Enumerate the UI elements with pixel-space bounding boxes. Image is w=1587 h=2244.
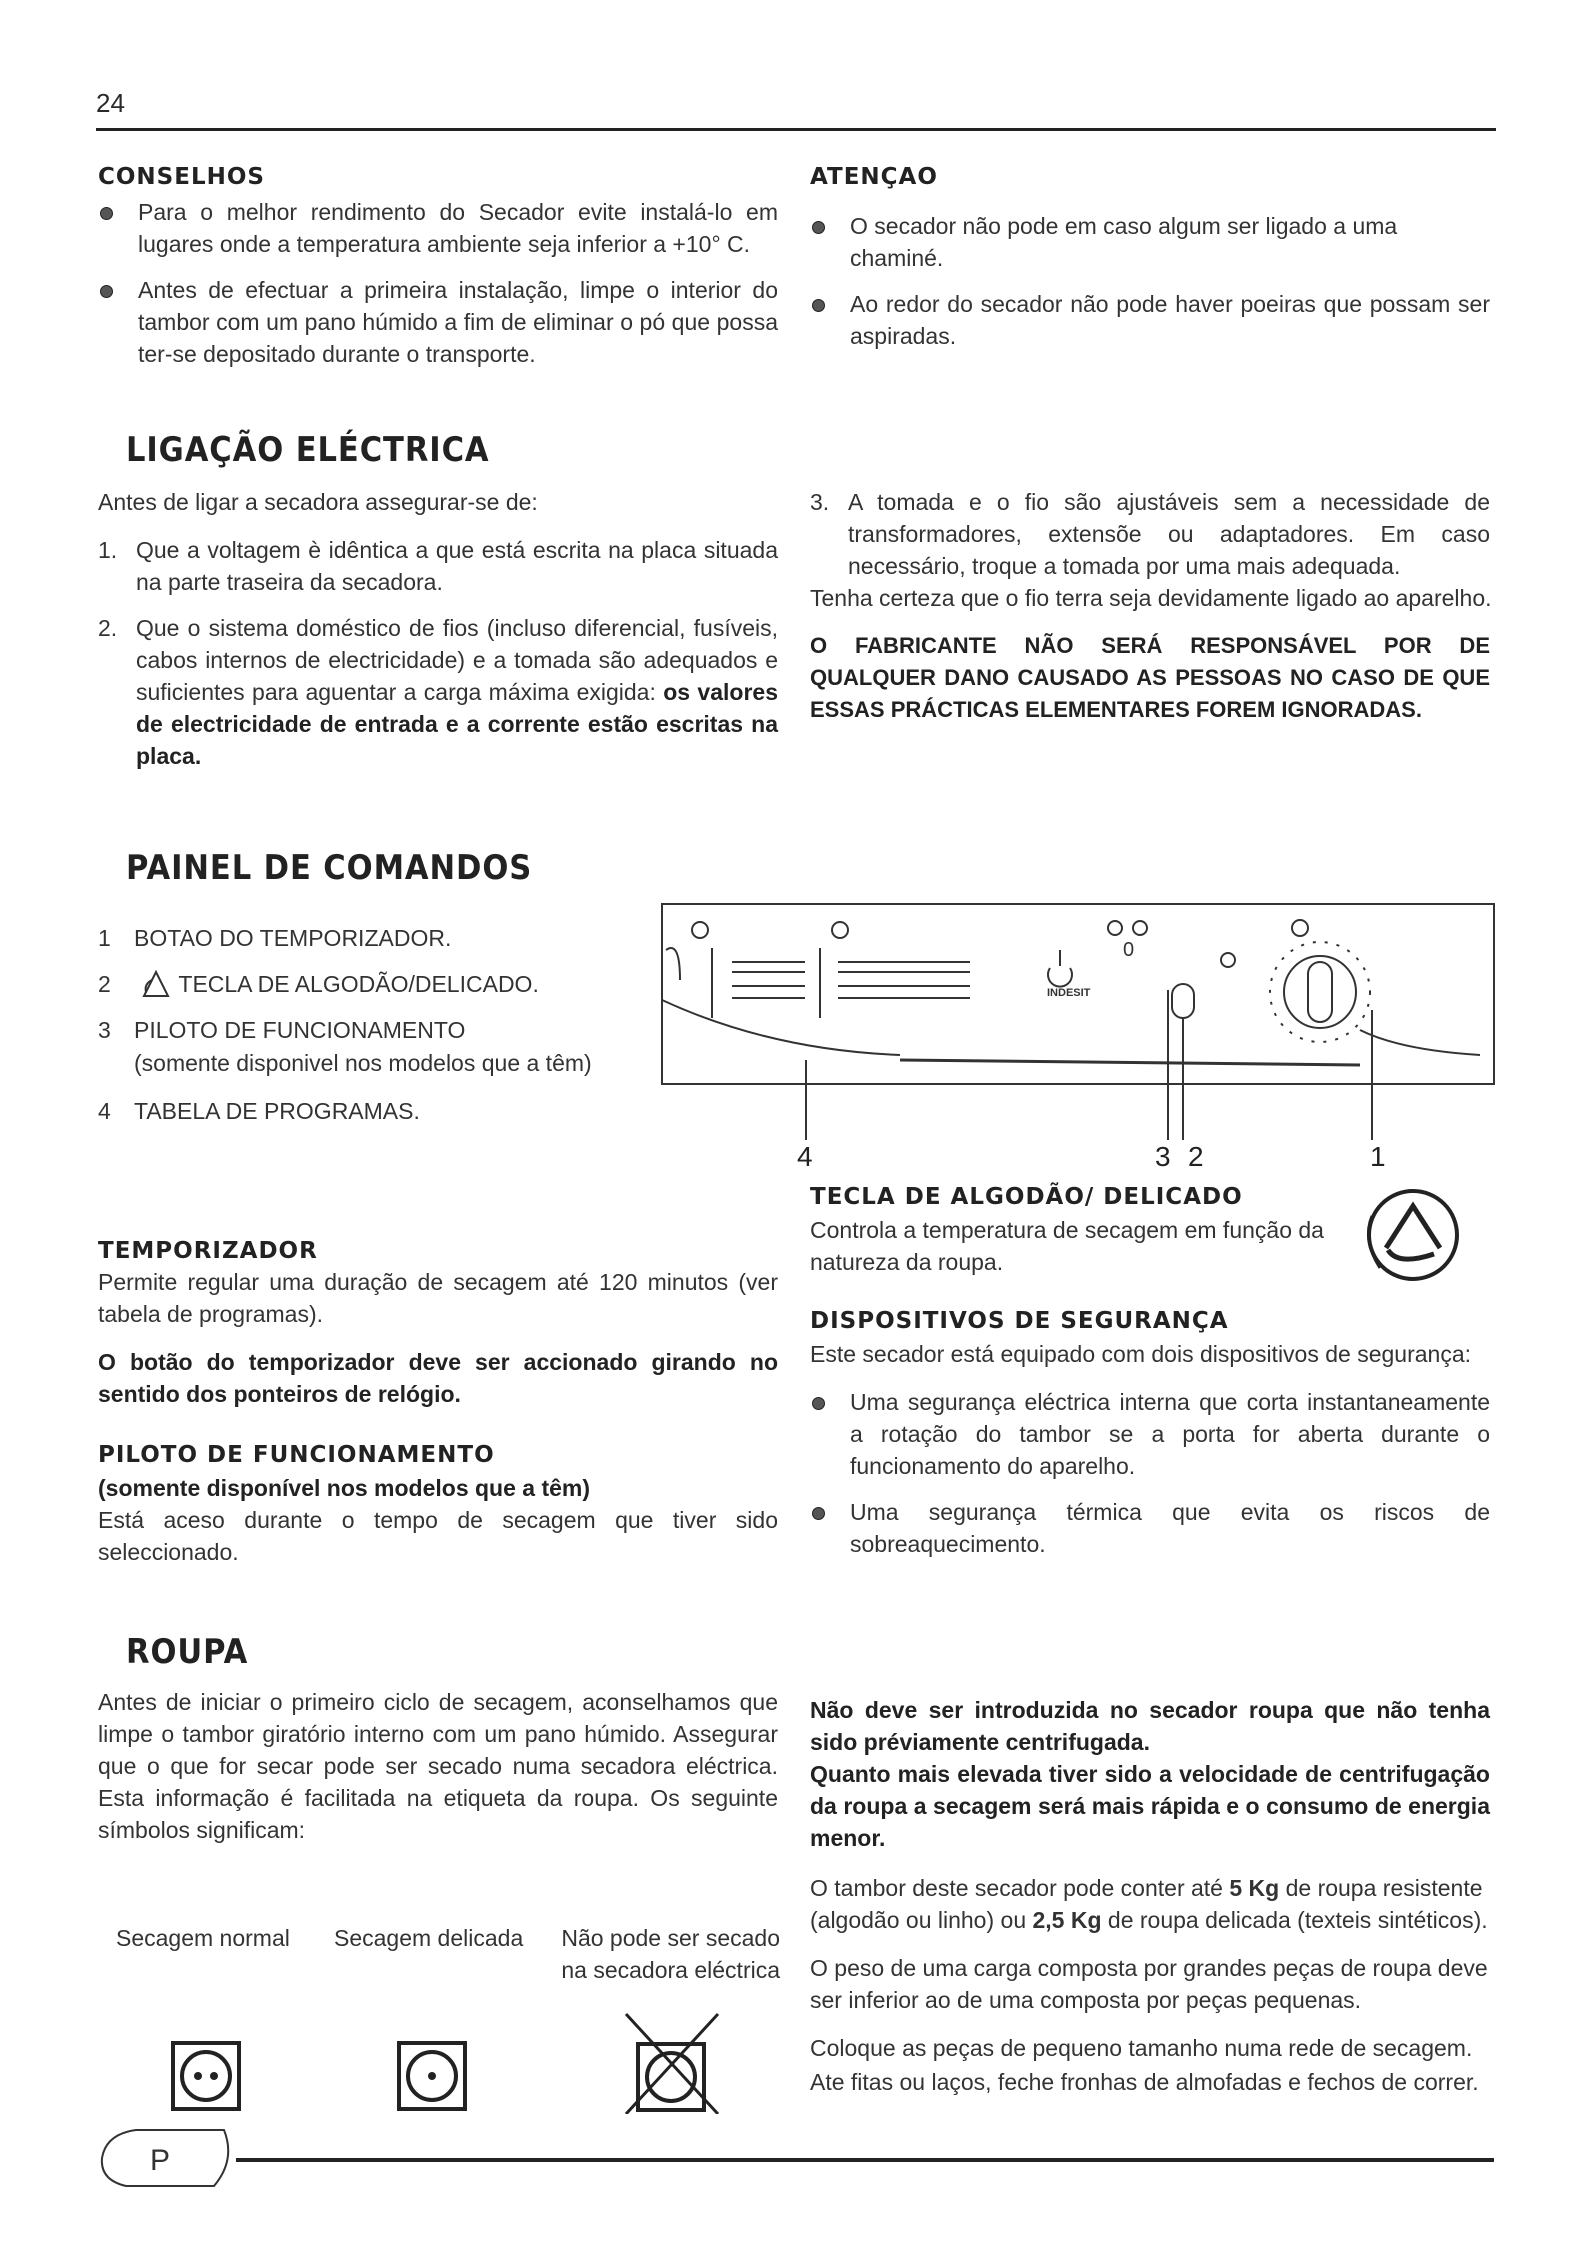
temporizador-title: TEMPORIZADOR <box>98 1238 318 1264</box>
callout-4: 4 <box>797 1141 813 1170</box>
item-number: 3. <box>810 489 830 515</box>
item-number: 4 <box>98 1098 111 1124</box>
ligacao-item-1 <box>98 534 778 598</box>
capacity-text: de roupa delicada (texteis sintéticos). <box>1101 1907 1488 1933</box>
page-number: 24 <box>96 88 125 118</box>
pilot-light <box>1172 984 1194 1018</box>
ligacao-item-2 <box>98 612 778 772</box>
roupa-bold-1: Não deve ser introduzida no secador roupa que não tenha sido préviamente centrifugada. <box>810 1697 1490 1755</box>
program-marker-icon <box>1292 920 1308 936</box>
item-label: TABELA DE PROGRAMAS. <box>134 1098 420 1124</box>
item-text: Que o sistema doméstico de fios (incluso diferencial, fusíveis, cabos internos de electricidade) e a tomada são adequados e suficientes para aguentar a carga máxima exigida: <box>136 615 778 705</box>
panel-front-curve <box>662 1000 900 1055</box>
timer-knob-grip <box>1308 962 1332 1022</box>
dispositivos-item: Uma segurança térmica que evita os riscos de sobreaquecimento. <box>810 1496 1490 1560</box>
ligacao-list <box>98 534 778 786</box>
delicate-key-icon <box>140 968 172 998</box>
painel-item <box>98 922 658 968</box>
dispositivos-intro: Este secador está equipado com dois dispositivos de segurança: <box>810 1341 1472 1367</box>
brand-label: INDESIT <box>1047 987 1091 999</box>
ligacao-list-2 <box>810 486 1490 582</box>
item-number: 1 <box>98 925 111 951</box>
item-label: (somente disponivel nos modelos que a têm) <box>134 1050 592 1076</box>
item-number: 2. <box>98 615 118 641</box>
tumble-dry-delicate-icon <box>396 2040 468 2112</box>
piloto-text: Está aceso durante o tempo de secagem que tiver sido seleccionado. <box>98 1507 778 1565</box>
capacity-cotton: 5 Kg <box>1229 1875 1280 1901</box>
item-number: 3 <box>98 1017 111 1043</box>
delicate-symbol-icon <box>1221 953 1235 967</box>
indesit-logo-icon <box>1048 968 1072 987</box>
item-text-bold: os valores de electricidade de entrada e a corrente estão escritas na placa. <box>136 679 778 769</box>
piloto-subtitle: (somente disponível nos modelos que a têm) <box>98 1475 591 1501</box>
language-letter: P <box>150 2144 171 2177</box>
painel-title: PAINEL DE COMANDOS <box>126 848 533 888</box>
roupa-bold-2: Quanto mais elevada tiver sido a velocidade de centrifugação da roupa a secagem será mais rápida e o consumo de energia menor. <box>810 1761 1490 1851</box>
conselhos-item: Para o melhor rendimento do Secador evite instalá-lo em lugares onde a temperatura ambiente seja inferior a +10° C. <box>98 196 778 260</box>
language-marker <box>96 2120 246 2200</box>
ligacao-warning: O FABRICANTE NÃO SERÁ RESPONSÁVEL POR DE QUALQUER DANO CAUSADO AS PESSOAS NO CASO DE QUE ESSAS PRÁCTICAS ELEMENTARES FOREM IGNORADAS. <box>810 633 1490 722</box>
program-marker-icon <box>1133 921 1147 935</box>
item-number: 2 <box>98 971 111 997</box>
callout-2: 2 <box>1188 1141 1204 1170</box>
atencao-list <box>810 210 1490 366</box>
do-not-tumble-dry-icon <box>620 2010 720 2114</box>
dispositivos-title: DISPOSITIVOS DE SEGURANÇA <box>810 1308 1229 1334</box>
dispositivos-list <box>810 1386 1490 1574</box>
item-label: PILOTO DE FUNCIONAMENTO <box>134 1017 466 1043</box>
power-symbol-icon <box>1108 921 1122 935</box>
capacity-delicate: 2,5 Kg <box>1032 1907 1102 1933</box>
dispositivos-item: Uma segurança eléctrica interna que corta instantaneamente a rotação do tambor se a porta for aberta durante o funcionamento do aparelho. <box>810 1386 1490 1482</box>
panel-front-curve-right <box>1360 1030 1480 1055</box>
item-label: TECLA DE ALGODÃO/DELICADO. <box>178 971 539 997</box>
roupa-fasten: Ate fitas ou laços, feche fronhas de almofadas e fechos de correr. <box>810 2069 1479 2095</box>
header-rule <box>96 128 1496 131</box>
roupa-net: Coloque as peças de pequeno tamanho numa rede de secagem. <box>810 2035 1473 2061</box>
tumble-dry-normal-icon <box>170 2040 242 2112</box>
conselhos-list <box>98 196 778 384</box>
item-text: A tomada e o fio são ajustáveis sem a necessidade de transformadores, extensõe ou adaptadores. Em caso necessário, troque a tomada por uma mais adequada. <box>848 489 1490 579</box>
ligacao-title: LIGAÇÃO ELÉCTRICA <box>126 430 490 470</box>
timer-knob[interactable] <box>1284 956 1356 1028</box>
temporizador-bold: O botão do temporizador deve ser accionado girando no sentido dos ponteiros de relógio. <box>98 1349 778 1407</box>
callout-3: 3 <box>1155 1141 1171 1170</box>
ligacao-earth: Tenha certeza que o fio terra seja devidamente ligado ao aparelho. <box>810 585 1492 611</box>
painel-list <box>98 922 658 1128</box>
painel-item <box>98 1047 658 1095</box>
conselhos-item: Antes de efectuar a primeira instalação, limpe o interior do tambor com um pano húmido a fim de eliminar o pó que possa ter-se depositado durante o transporte. <box>98 274 778 370</box>
piloto-title: PILOTO DE FUNCIONAMENTO <box>98 1442 495 1468</box>
tecla-title: TECLA DE ALGODÃO/ DELICADO <box>810 1184 1243 1210</box>
capacity-text: de roupa resistente (algodão ou linho) ou <box>810 1875 1483 1933</box>
painel-item <box>98 1014 658 1047</box>
program-marker-icon <box>692 922 708 938</box>
item-text: Que a voltagem è idêntica a que está escrita na placa situada na parte traseira da secadora. <box>136 537 778 595</box>
symbol-caption-normal: Secagem normal <box>116 1925 290 1951</box>
program-marker-icon <box>832 922 848 938</box>
conselhos-title: CONSELHOS <box>98 164 265 190</box>
callout-1: 1 <box>1370 1141 1386 1170</box>
footer-rule <box>236 2158 1494 2162</box>
atencao-title: ATENÇAO <box>810 164 938 190</box>
cotton-delicate-icon <box>1358 1180 1468 1290</box>
painel-item <box>98 1095 658 1128</box>
item-label: BOTAO DO TEMPORIZADOR. <box>134 925 452 951</box>
symbol-caption-delicate: Secagem delicada <box>334 1925 524 1951</box>
symbol-caption-no-dry: Não pode ser secado na secadora eléctrica <box>561 1925 780 1983</box>
roupa-capacity <box>810 1872 1490 1936</box>
item-number: 1. <box>98 537 118 563</box>
atencao-item: Ao redor do secador não pode haver poeiras que possam ser aspiradas. <box>810 288 1490 352</box>
tecla-text: Controla a temperatura de secagem em função da natureza da roupa. <box>810 1217 1324 1275</box>
roupa-title: ROUPA <box>126 1632 249 1672</box>
ligacao-item-3 <box>810 486 1490 582</box>
painel-item <box>98 968 658 1014</box>
temporizador-text: Permite regular uma duração de secagem até 120 minutos (ver tabela de programas). <box>98 1269 778 1327</box>
panel-front-edge <box>900 1060 1360 1065</box>
atencao-item: O secador não pode em caso algum ser ligado a uma chaminé. <box>810 210 1490 274</box>
roupa-weight: O peso de uma carga composta por grandes peças de roupa deve ser inferior ao de uma composta por peças pequenas. <box>810 1955 1488 2013</box>
capacity-text: O tambor deste secador pode conter até <box>810 1875 1230 1901</box>
switch-zero-label: 0 <box>1123 939 1135 961</box>
control-panel-diagram <box>620 900 1500 1170</box>
roupa-intro: Antes de iniciar o primeiro ciclo de secagem, aconselhamos que limpe o tambor giratório interno com um pano húmido. Assegurar que o que for secar pode ser secado numa secadora eléctrica. Esta informação é facilitada na etiqueta da roupa. Os seguinte símbolos significam: <box>98 1689 778 1843</box>
ligacao-intro: Antes de ligar a secadora assegurar-se de: <box>98 489 538 515</box>
